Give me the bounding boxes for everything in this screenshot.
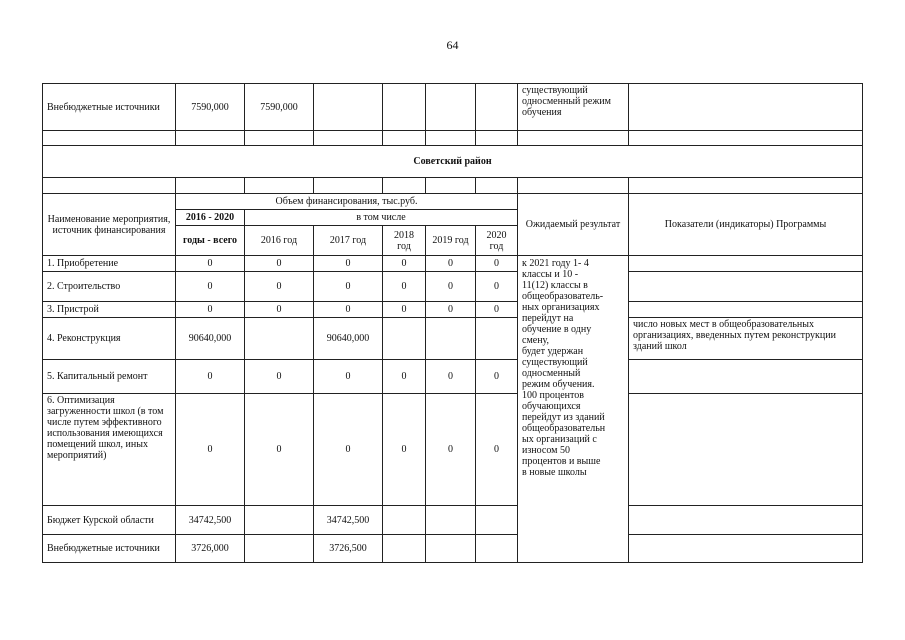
total-value: 34742,500	[176, 506, 245, 535]
total-value: 0	[176, 394, 245, 506]
year-2019-value	[426, 318, 476, 360]
year-2016-value: 0	[245, 256, 314, 272]
year-2017-value: 0	[314, 272, 383, 302]
year-2018-value: 0	[383, 360, 426, 394]
year-2018-value	[383, 506, 426, 535]
header-row	[43, 194, 863, 210]
row-label: 5. Капитальный ремонт	[43, 360, 176, 394]
header-funding: Объем финансирования, тыс.руб.	[176, 194, 518, 210]
year-2020-value: 0	[476, 394, 518, 506]
table-row	[43, 535, 863, 563]
row-label: 3. Пристрой	[43, 302, 176, 318]
year-2018-value: 0	[383, 302, 426, 318]
year-2019-value	[426, 535, 476, 563]
total-value: 0	[176, 360, 245, 394]
indicator-text: число новых мест в общеобразовательных организациях, введенных путем реконструкции зданий школ	[629, 318, 863, 360]
page-number: 64	[446, 38, 459, 52]
header-2018: 2018 год	[383, 226, 426, 256]
year-2016-value: 0	[245, 394, 314, 506]
header-indicators: Показатели (индикаторы) Программы	[629, 194, 863, 256]
year-2016-value: 7590,000	[245, 84, 314, 131]
total-value: 0	[176, 272, 245, 302]
year-2019-value: 0	[426, 302, 476, 318]
year-2016-value: 0	[245, 360, 314, 394]
year-2020-value	[476, 318, 518, 360]
row-label: Внебюджетные источники	[43, 84, 176, 131]
year-2016-value: 0	[245, 302, 314, 318]
year-2019-value: 0	[426, 394, 476, 506]
program-financing-table	[42, 83, 863, 563]
row-label: Бюджет Курской области	[43, 506, 176, 535]
table-row	[43, 360, 863, 394]
header-2016: 2016 год	[245, 226, 314, 256]
year-2018-value: 0	[383, 394, 426, 506]
year-2020-value: 0	[476, 272, 518, 302]
table-row	[43, 131, 863, 146]
year-2019-value: 0	[426, 360, 476, 394]
expected-result-cell: существующий односменный режим обучения	[518, 84, 629, 131]
year-2016-value	[245, 318, 314, 360]
year-2016-value: 0	[245, 272, 314, 302]
year-2018-value	[383, 535, 426, 563]
row-label: 4. Реконструкция	[43, 318, 176, 360]
table-row	[43, 394, 863, 506]
expected-result-text: к 2021 году 1- 4 классы и 10 - 11(12) классы в общеобразователь- ных организациях перейдут на обучение в одну смену, будет удержан существующий односменный режим обучения. 100 процентов обучающихся перейдут из зданий общеобразовательн ых организаций с износом 50 процентов и выше в новые школы	[518, 256, 629, 563]
year-2019-value: 0	[426, 272, 476, 302]
total-value: 0	[176, 302, 245, 318]
year-2017-value: 0	[314, 256, 383, 272]
year-2018-value: 0	[383, 256, 426, 272]
row-label: 6. Оптимизация загруженности школ (в том числе путем эффективного использования имеющихся помещений школ, иных мероприятий)	[43, 394, 176, 506]
year-2016-value	[245, 535, 314, 563]
district-title: Советский район	[43, 146, 863, 178]
total-value: 0	[176, 256, 245, 272]
total-value: 3726,000	[176, 535, 245, 563]
table-row	[43, 302, 863, 318]
year-2018-value	[383, 318, 426, 360]
table-row	[43, 318, 863, 360]
table-row	[43, 256, 863, 272]
year-2017-value: 0	[314, 394, 383, 506]
year-2016-value	[245, 506, 314, 535]
year-2020-value: 0	[476, 360, 518, 394]
header-2019: 2019 год	[426, 226, 476, 256]
year-2017-value: 90640,000	[314, 318, 383, 360]
year-2020-value	[476, 535, 518, 563]
year-2020-value: 0	[476, 302, 518, 318]
row-label: 2. Строительство	[43, 272, 176, 302]
table-row	[43, 272, 863, 302]
header-total-label: годы - всего	[176, 226, 245, 256]
year-2018-value: 0	[383, 272, 426, 302]
total-value: 90640,000	[176, 318, 245, 360]
year-2020-value: 0	[476, 256, 518, 272]
header-including: в том числе	[245, 210, 518, 226]
table-row	[43, 178, 863, 194]
year-2017-value: 0	[314, 360, 383, 394]
year-2019-value: 0	[426, 256, 476, 272]
row-label: Внебюджетные источники	[43, 535, 176, 563]
header-expected: Ожидаемый результат	[518, 194, 629, 256]
header-2017: 2017 год	[314, 226, 383, 256]
table-row	[43, 506, 863, 535]
header-total-period: 2016 - 2020	[176, 210, 245, 226]
year-2019-value	[426, 506, 476, 535]
table-row	[43, 84, 863, 131]
total-value: 7590,000	[176, 84, 245, 131]
header-2020: 2020 год	[476, 226, 518, 256]
year-2017-value: 34742,500	[314, 506, 383, 535]
district-row	[43, 146, 863, 178]
header-name: Наименование мероприятия, источник финансирования	[43, 194, 176, 256]
row-label: 1. Приобретение	[43, 256, 176, 272]
year-2017-value: 0	[314, 302, 383, 318]
year-2017-value: 3726,500	[314, 535, 383, 563]
year-2020-value	[476, 506, 518, 535]
